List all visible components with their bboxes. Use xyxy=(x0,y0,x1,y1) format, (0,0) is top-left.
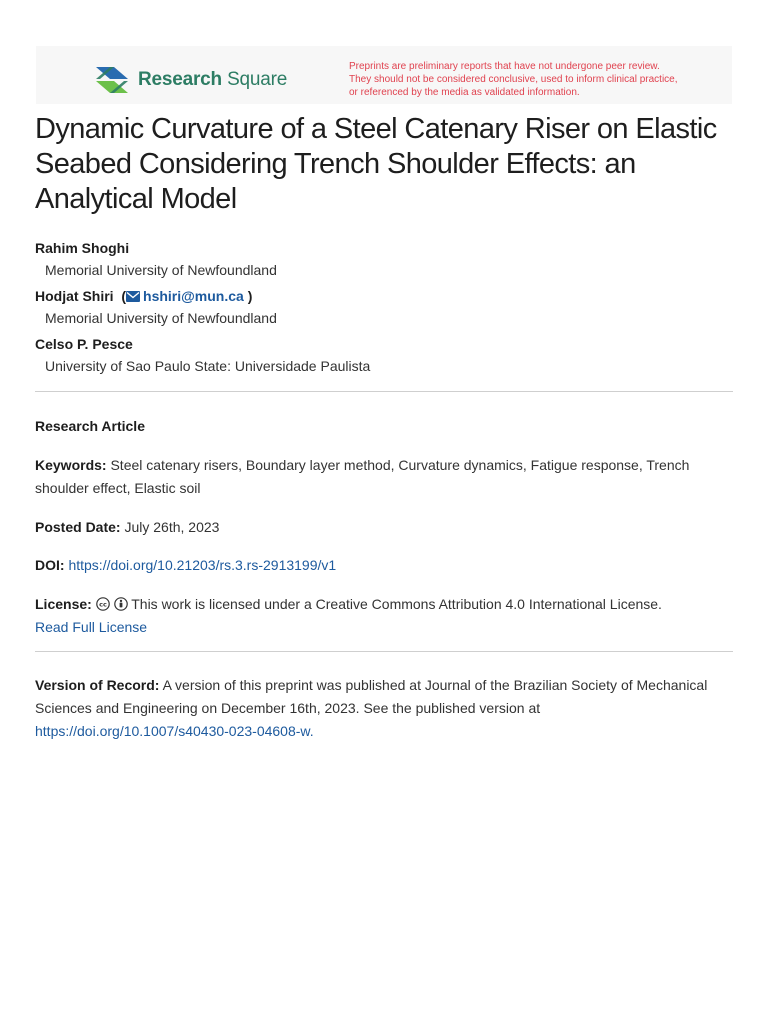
preprint-notice xyxy=(349,60,719,99)
logo-wordmark: Research Square xyxy=(138,69,288,90)
cc-icon xyxy=(96,597,110,611)
by-icon xyxy=(114,597,128,611)
notice-line: or referenced by the media as validated information. xyxy=(349,87,580,98)
envelope-icon xyxy=(126,291,140,302)
svg-text:cc: cc xyxy=(98,600,107,609)
read-full-license-link[interactable]: Read Full License xyxy=(35,619,148,635)
keywords: Keywords: Steel catenary risers, Boundary layer method, Curvature dynamics, Fatigue response, Trench shoulder effect, Elastic soil xyxy=(35,457,690,496)
paper-title: Dynamic Curvature of a Steel Catenary Riser on Elastic Seabed Considering Trench Shoulder Effects: an Analytical Model xyxy=(35,113,717,215)
author-affiliation: Memorial University of Newfoundland xyxy=(45,310,277,326)
version-of-record: Version of Record: A version of this preprint was published at Journal of the Brazilian Society of Mechanical Sciences and Engineering on December 16th, 2023. See the published version at https://doi.org/10.1007/s40430-023-04608-w. xyxy=(35,677,708,739)
doi-link[interactable]: https://doi.org/10.21203/rs.3.rs-2913199/v1 xyxy=(68,557,337,573)
author-name: Hodjat Shiri ( hshiri@mun.ca ) xyxy=(35,288,253,304)
license: License: cc This work is licensed under a Creative Commons Attribution 4.0 International License. Read Full License xyxy=(35,596,662,635)
author-name: Celso P. Pesce xyxy=(35,336,133,352)
notice-line: They should not be considered conclusive, used to inform clinical practice, xyxy=(349,74,678,85)
author-affiliation: University of Sao Paulo State: Universidade Paulista xyxy=(45,358,371,374)
article-type: Research Article xyxy=(35,418,145,434)
research-square-logo-icon xyxy=(94,65,130,95)
author-affiliation: Memorial University of Newfoundland xyxy=(45,262,277,278)
published-version-link[interactable]: https://doi.org/10.1007/s40430-023-04608-w. xyxy=(35,723,314,739)
preprint-header xyxy=(36,46,732,104)
divider xyxy=(35,651,733,652)
author-name: Rahim Shoghi xyxy=(35,240,130,256)
email-link[interactable]: hshiri@mun.ca xyxy=(126,288,244,304)
research-square-logo[interactable] xyxy=(94,64,287,96)
divider xyxy=(35,391,733,392)
posted-date: Posted Date: July 26th, 2023 xyxy=(35,519,220,535)
notice-line: Preprints are preliminary reports that have not undergone peer review. xyxy=(349,61,660,72)
author-list xyxy=(35,237,735,381)
doi: DOI: https://doi.org/10.21203/rs.3.rs-2913199/v1 xyxy=(35,557,337,573)
